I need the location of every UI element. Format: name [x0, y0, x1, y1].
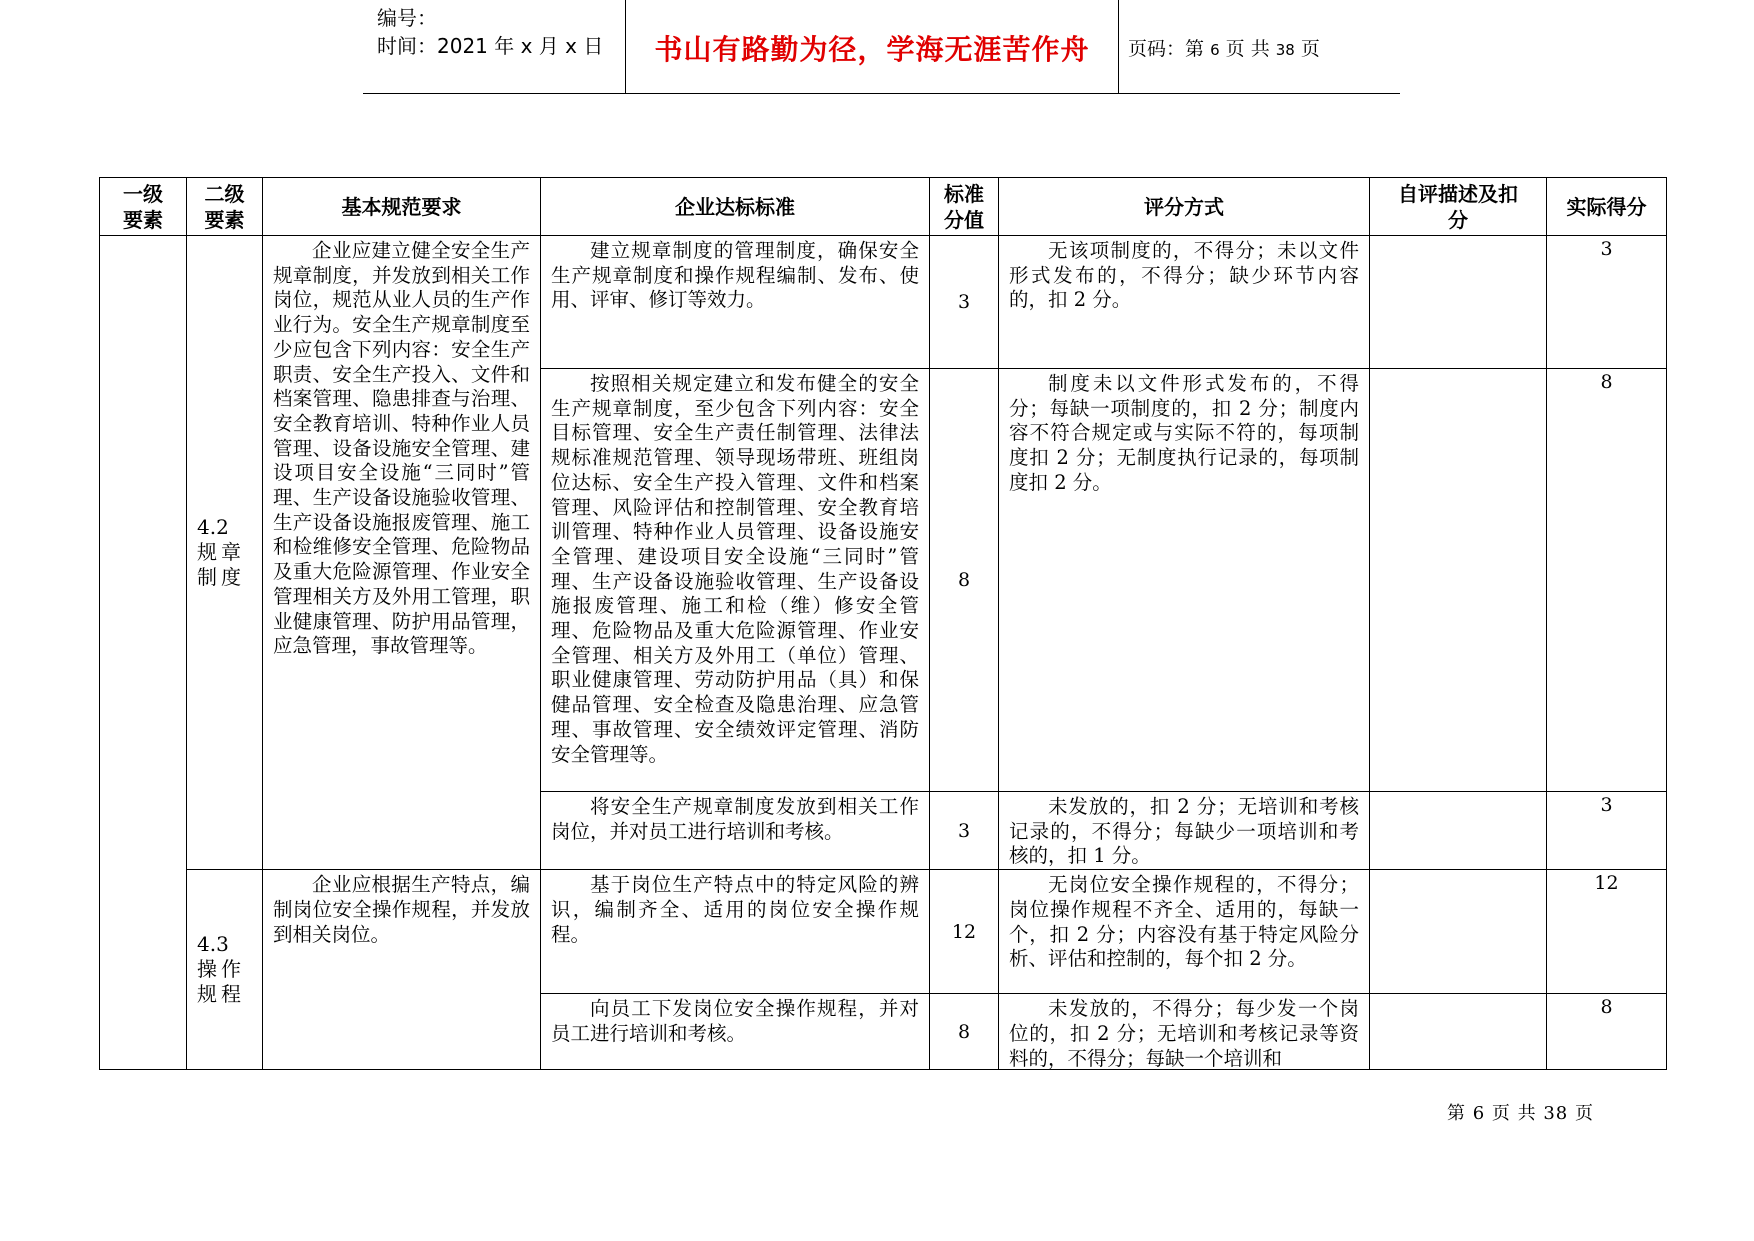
document-number-label: 编号：: [377, 6, 437, 30]
header-motto: 书山有路勤为径，学海无涯苦作舟: [654, 33, 1090, 66]
self-eval-cell: [1370, 994, 1547, 1070]
header-divider: [1118, 0, 1119, 93]
actual-score-cell: 3: [1547, 792, 1667, 870]
standard-cell: 按照相关规定建立和发布健全的安全生产规章制度，至少包含下列内容：安全目标管理、安全生产责任制管理、法律法规标准规范管理、领导现场带班、班组岗位达标、安全生产投入管理、文件和档案管理、风险评估和控制管理、安全教育培训管理、特种作业人员管理、设备设施安全管理、建设项目安全设施“三同时”管理、生产设备设施验收管理、生产设备设施报废管理、施工和检（维）修安全管理、危险物品及重大危险源管理、作业安全管理、相关方及外用工（单位）管理、职业健康管理、劳动防护用品（具）和保健品管理、安全检查及隐患治理、应急管理、事故管理、安全绩效评定管理、消防安全管理等。: [541, 369, 930, 792]
table-header-row: [100, 178, 1667, 236]
page-footer: 第 6 页 共 38 页: [1447, 1103, 1594, 1124]
standard-cell: 向员工下发岗位安全操作规程，并对员工进行培训和考核。: [541, 994, 930, 1070]
header-score: 标准分值: [930, 178, 999, 236]
method-cell: 无该项制度的，不得分；未以文件形式发布的，不得分；缺少环节内容的，扣 2 分。: [999, 236, 1370, 369]
header-divider: [625, 0, 626, 93]
header-actual: 实际得分: [1547, 178, 1667, 236]
header-level2: 二级要素: [187, 178, 263, 236]
standard-cell: 建立规章制度的管理制度，确保安全生产规章制度和操作规程编制、发布、使用、评审、修订等效力。: [541, 236, 930, 369]
score-cell: 3: [930, 792, 999, 870]
header-requirement: 基本规范要求: [263, 178, 541, 236]
header-self-eval: 自评描述及扣分: [1370, 178, 1547, 236]
header-meta: [377, 4, 603, 60]
method-cell: 未发放的，扣 2 分；无培训和考核记录的，不得分；每缺少一项培训和考核的，扣 1 分。: [999, 792, 1370, 870]
standard-cell: 将安全生产规章制度发放到相关工作岗位，并对员工进行培训和考核。: [541, 792, 930, 870]
header-level1: 一级要素: [100, 178, 187, 236]
score-cell: 12: [930, 870, 999, 994]
level1-cell: [100, 236, 187, 1070]
score-cell: 8: [930, 369, 999, 792]
header-standard: 企业达标标准: [541, 178, 930, 236]
self-eval-cell: [1370, 792, 1547, 870]
method-cell: 无岗位安全操作规程的，不得分；岗位操作规程不齐全、适用的，每缺一个，扣 2 分；内容没有基于特定风险分析、评估和控制的，每个扣 2 分。: [999, 870, 1370, 994]
score-cell: 3: [930, 236, 999, 369]
assessment-table: [99, 177, 1667, 1070]
requirement-cell: 企业应根据生产特点，编制岗位安全操作规程，并发放到相关岗位。: [263, 870, 541, 1070]
table-row: [100, 236, 1667, 369]
standard-cell: 基于岗位生产特点中的特定风险的辨识，编制齐全、适用的岗位安全操作规程。: [541, 870, 930, 994]
actual-score-cell: 12: [1547, 870, 1667, 994]
actual-score-cell: 8: [1547, 994, 1667, 1070]
actual-score-cell: 3: [1547, 236, 1667, 369]
table-row: [100, 870, 1667, 994]
level2-cell: 4.3 操作规程: [187, 870, 263, 1070]
method-cell: 未发放的，不得分；每少发一个岗位的，扣 2 分；无培训和考核记录等资料的，不得分；每缺一个培训和: [999, 994, 1370, 1070]
document-time: 时间：2021 年 x 月 x 日: [377, 34, 604, 58]
requirement-cell: 企业应建立健全安全生产规章制度，并发放到相关工作岗位，规范从业人员的生产作业行为。安全生产规章制度至少应包含下列内容：安全生产职责、安全生产投入、文件和档案管理、隐患排查与治理、安全教育培训、特种作业人员管理、设备设施安全管理、建设项目安全设施“三同时”管理、生产设备设施验收管理、生产设备设施报废管理、施工和检维修安全管理、危险物品及重大危险源管理、作业安全管理相关方及外用工管理，职业健康管理、防护用品管理，应急管理，事故管理等。: [263, 236, 541, 870]
header-page-number: 页码：第 6 页 共 38 页: [1128, 38, 1320, 60]
self-eval-cell: [1370, 870, 1547, 994]
actual-score-cell: 8: [1547, 369, 1667, 792]
self-eval-cell: [1370, 236, 1547, 369]
self-eval-cell: [1370, 369, 1547, 792]
score-cell: 8: [930, 994, 999, 1070]
level2-cell: 4.2 规章制度: [187, 236, 263, 870]
page-header: [363, 0, 1400, 94]
method-cell: 制度未以文件形式发布的，不得分；每缺一项制度的，扣 2 分；制度内容不符合规定或与实际不符的，每项制度扣 2 分；无制度执行记录的，每项制度扣 2 分。: [999, 369, 1370, 792]
header-method: 评分方式: [999, 178, 1370, 236]
